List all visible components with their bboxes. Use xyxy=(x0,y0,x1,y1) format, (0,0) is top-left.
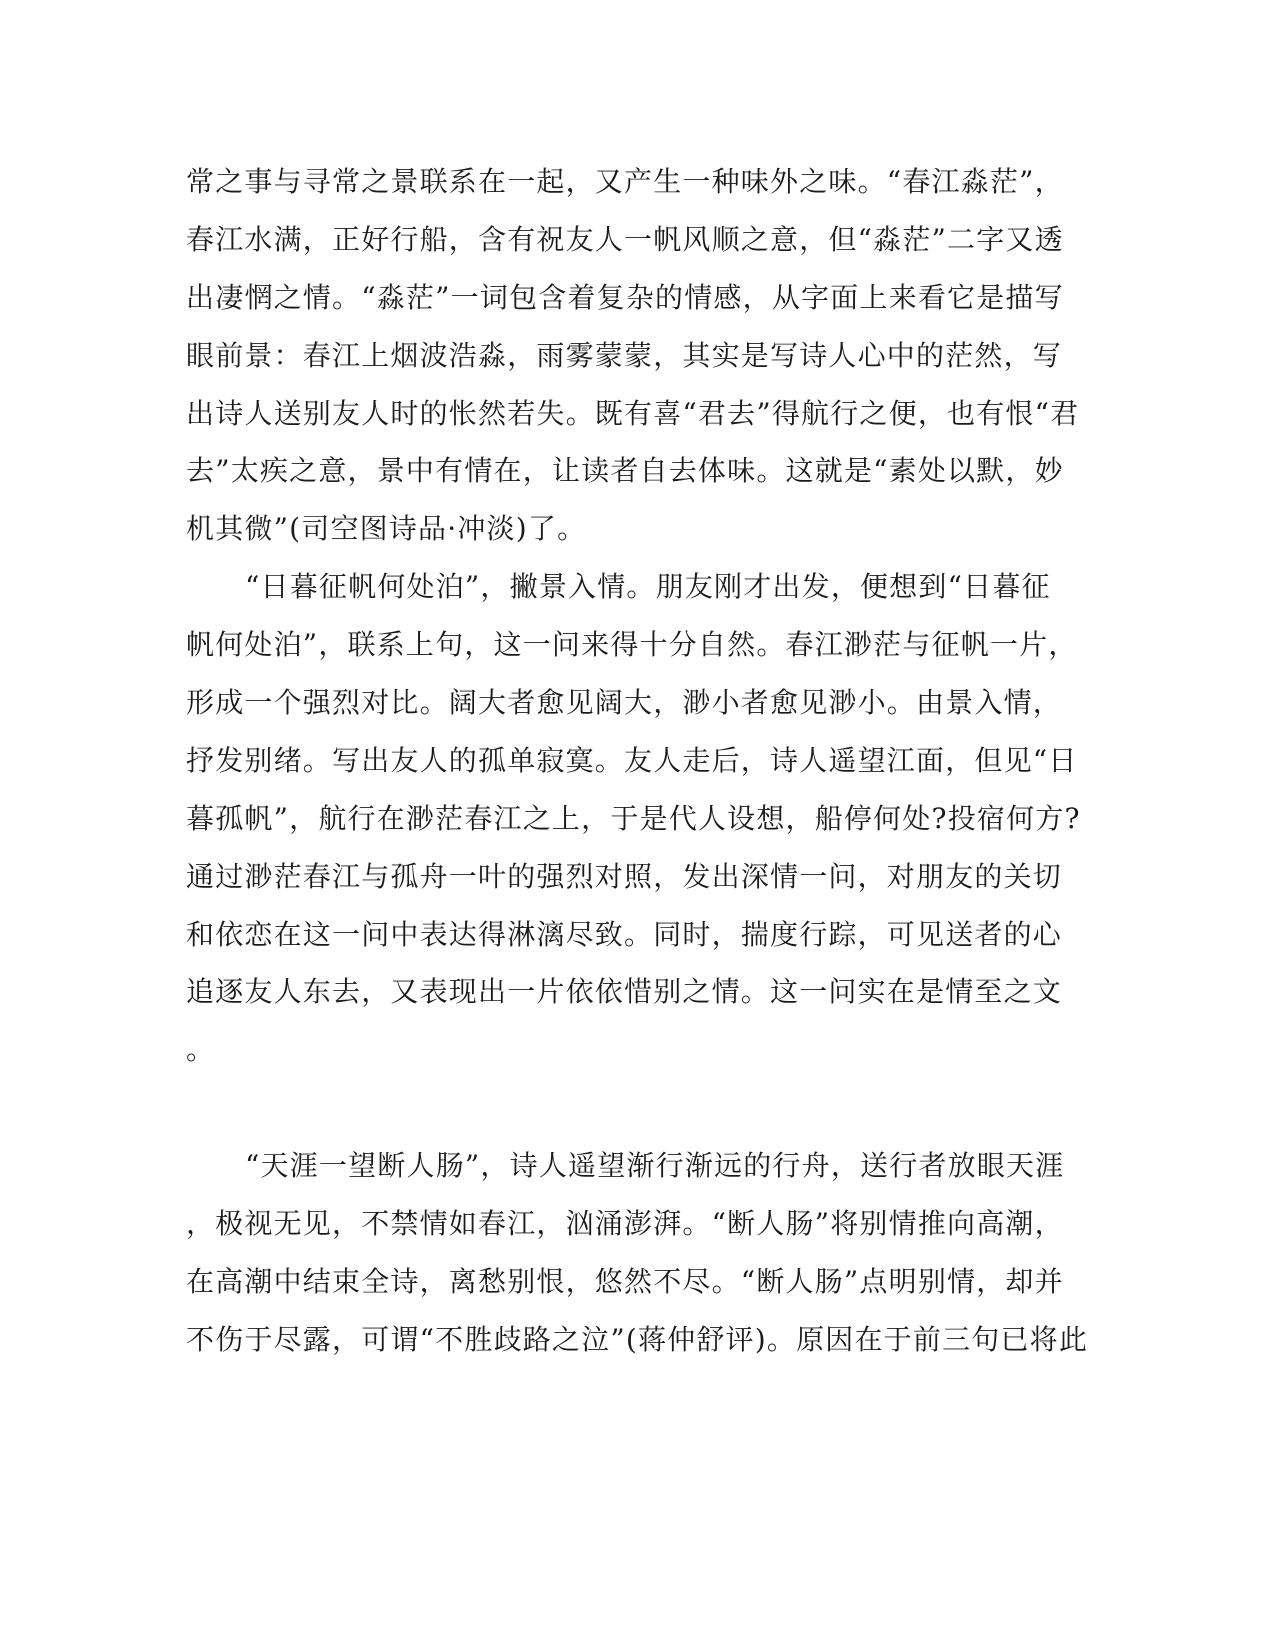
text-line: 常之事与寻常之景联系在一起，又产生一种味外之味。“春江淼茫”， xyxy=(186,165,1064,198)
text-line: 机其微”(司空图诗品·冲淡)了。 xyxy=(186,512,587,545)
text-line: 追逐友人东去，又表现出一片依依惜别之情。这一问实在是情至之文 xyxy=(186,975,1063,1008)
text-line: ，极视无见，不禁情如春江，汹涌澎湃。“断人肠”将别情推向高潮， xyxy=(186,1207,1064,1240)
text-line: 帆何处泊”，联系上句，这一问来得十分自然。春江渺茫与征帆一片， xyxy=(186,628,1078,661)
text-line: 出凄惘之情。“淼茫”一词包含着复杂的情感，从字面上来看它是描写 xyxy=(186,281,1064,314)
text-line: 通过渺茫春江与孤舟一叶的强烈对照，发出深情一问，对朋友的关切 xyxy=(186,860,1063,893)
text-line: 暮孤帆”，航行在渺茫春江之上，于是代人设想，船停何处?投宿何方? xyxy=(186,802,1081,835)
text-line: 。 xyxy=(186,1033,216,1066)
text-line: 出诗人送别友人时的怅然若失。既有喜“君去”得航行之便，也有恨“君 xyxy=(186,397,1080,430)
text-line: 眼前景：春江上烟波浩淼，雨雾蒙蒙，其实是写诗人心中的茫然，写 xyxy=(186,339,1063,372)
text-line: “日暮征帆何处泊”，撇景入情。朋友刚才出发，便想到“日暮征 xyxy=(245,570,1051,603)
text-line: “天涯一望断人肠”，诗人遥望渐行渐远的行舟，送行者放眼天涯 xyxy=(245,1149,1065,1182)
text-line: 不伤于尽露，可谓“不胜歧路之泣”(蒋仲舒评)。原因在于前三句已将此 xyxy=(186,1323,1089,1356)
text-line: 和依恋在这一问中表达得淋漓尽致。同时，揣度行踪，可见送者的心 xyxy=(186,918,1063,951)
text-line: 在高潮中结束全诗，离愁别恨，悠然不尽。“断人肠”点明别情，却并 xyxy=(186,1265,1064,1298)
text-line: 去”太疾之意，景中有情在，让读者自去体味。这就是“素处以默，妙 xyxy=(186,454,1064,487)
text-line: 形成一个强烈对比。阔大者愈见阔大，渺小者愈见渺小。由景入情， xyxy=(186,686,1063,719)
text-line: 春江水满，正好行船，含有祝友人一帆风顺之意，但“淼茫”二字又透 xyxy=(186,223,1064,256)
text-line: 抒发别绪。写出友人的孤单寂寞。友人走后，诗人遥望江面，但见“日 xyxy=(186,744,1078,777)
